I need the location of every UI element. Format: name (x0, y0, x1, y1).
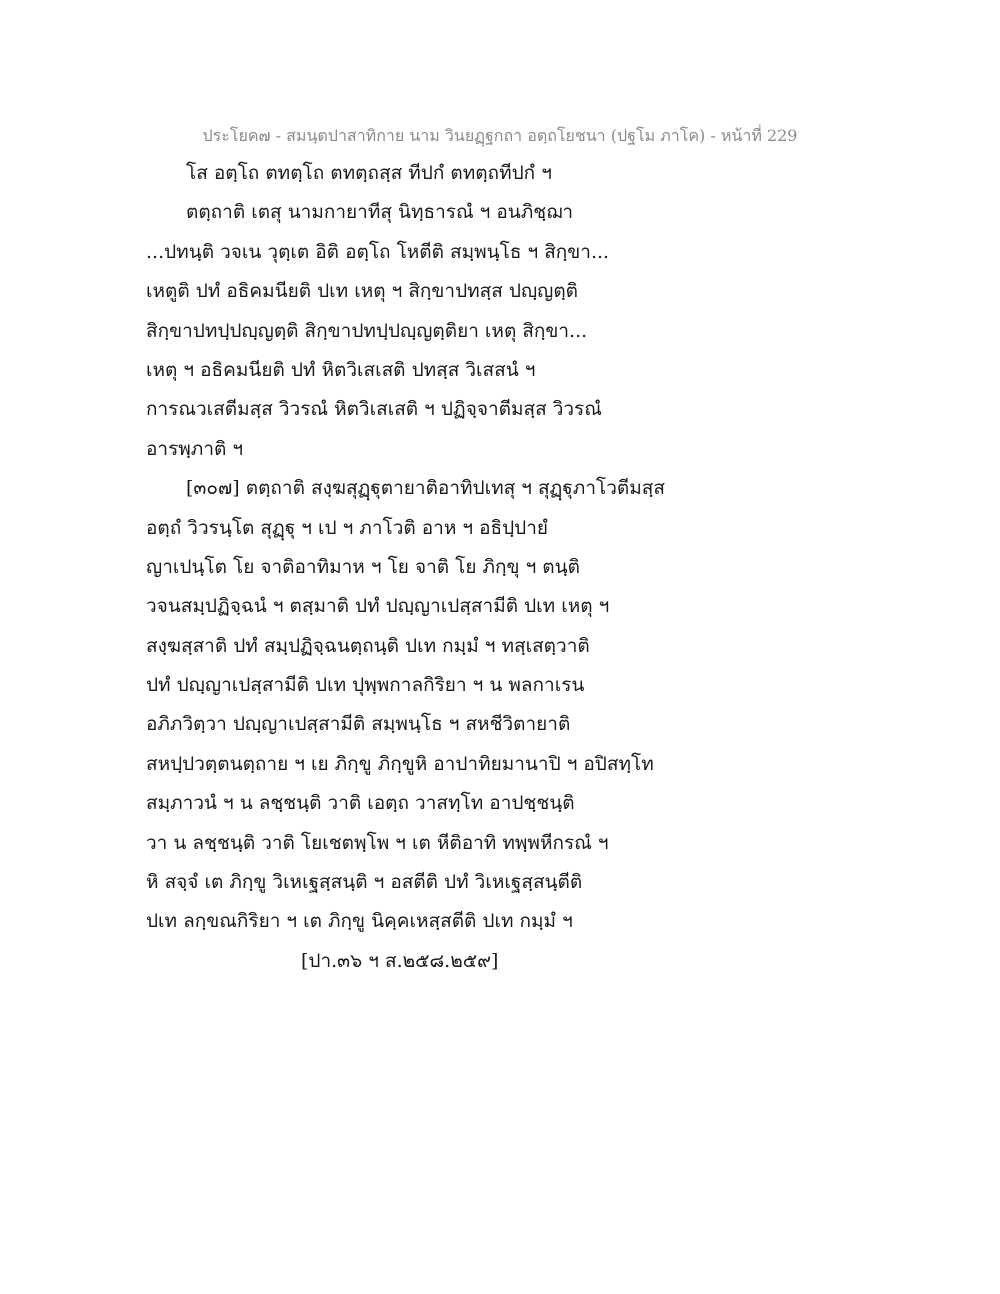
text-line: หิ สจฺจํ เต ภิกฺขู วิเหเฐสฺสนฺติ ฯ อสตีติ ปทํ วิเหเฐสฺสนฺตีติ (146, 871, 583, 894)
text-line: ...ปทนฺติ วจเน วุตฺเต อิติ อตฺโถ โหตีติ สมฺพนฺโธ ฯ สิกฺขา... (146, 240, 610, 263)
text-line: วจนสมฺปฏิจฺฉนํ ฯ ตสฺมาติ ปทํ ปญฺญาเปสฺสามีติ ปเท เหตุ ฯ (146, 595, 610, 618)
text-line: [๓๐๗] ตตฺถาติ สงฺฆสุฏฺฐุตายาติอาทิปเทสุ ฯ สุฏฺฐุภาโวตีมสฺส (186, 477, 665, 500)
text-line: สหปฺปวตฺตนตฺถาย ฯ เย ภิกฺขู ภิกฺขูหิ อาปาทิยมานาปิ ฯ อปิสทฺโท (146, 752, 654, 775)
text-line: อตฺถํ วิวรนฺโต สุฏฺฐุ ฯ เป ฯ ภาโวติ อาห ฯ อธิปฺปายํ (146, 516, 549, 539)
text-line: ปเท ลกฺขณกิริยา ฯ เต ภิกฺขู นิคฺคเหสฺสตีติ ปเท กมฺมํ ฯ (146, 910, 573, 933)
text-line: อภิภวิตฺวา ปญฺญาเปสฺสามีติ สมฺพนฺโธ ฯ สหชีวิตายาติ (146, 713, 571, 736)
page-header: ประโยค๗ - สมนฺตปาสาทิกาย นาม วินยฏฺฐกถา อตฺถโยชนา (ปฐโม ภาโค) - หน้าที่ 229 (202, 126, 798, 145)
text-line: สงฺฆสฺสาติ ปทํ สมฺปฏิจฺฉนตฺถนฺติ ปเท กมฺมํ ฯ ทสฺเสตฺวาติ (146, 634, 590, 657)
body-text (146, 158, 866, 985)
text-line: ปทํ ปญฺญาเปสฺสามีติ ปเท ปุพฺพกาลกิริยา ฯ น พลกาเรน (146, 674, 585, 697)
text-line: สิกฺขาปทปฺปญฺญตฺติ สิกฺขาปทปฺปญฺญตฺติยา เหตุ สิกฺขา... (146, 319, 588, 342)
text-line: เหตูติ ปทํ อธิคมนียติ ปเท เหตุ ฯ สิกฺขาปทสฺส ปญฺญตฺติ (146, 280, 579, 303)
text-line: วา น ลชฺชนฺติ วาติ โยเชตพฺโพ ฯ เต หีติอาทิ ทพฺพหีกรณํ ฯ (146, 831, 609, 854)
text-line: อารพฺภาติ ฯ (146, 437, 244, 460)
source-reference: [ปา.๓๖ ฯ ส.๒๕๘.๒๕๙] (301, 949, 499, 972)
text-line: เหตุ ฯ อธิคมนียติ ปทํ หิตวิเสเสติ ปทสฺส วิเสสนํ ฯ (146, 358, 536, 381)
text-line: ตตฺถาติ เตสุ นามกายาทีสุ นิทฺธารณํ ฯ อนภิชฺฌา (186, 201, 574, 224)
text-line: ญาเปนฺโต โย จาติอาทิมาห ฯ โย จาติ โย ภิกฺขุ ฯ ตนฺติ (146, 555, 580, 578)
text-line: การณวเสตีมสฺส วิวรณํ หิตวิเสเสติ ฯ ปฏิจฺจาตีมสฺส วิวรณํ (146, 398, 602, 421)
text-line: โส อตฺโถ ตทตฺโถ ตทตฺถสฺส ทีปกํ ตทตฺถทีปกํ ฯ (186, 162, 552, 184)
text-line: สมฺภาวนํ ฯ น ลชฺชนฺติ วาติ เอตฺถ วาสทฺโท อาปชฺชนฺติ (146, 792, 575, 815)
